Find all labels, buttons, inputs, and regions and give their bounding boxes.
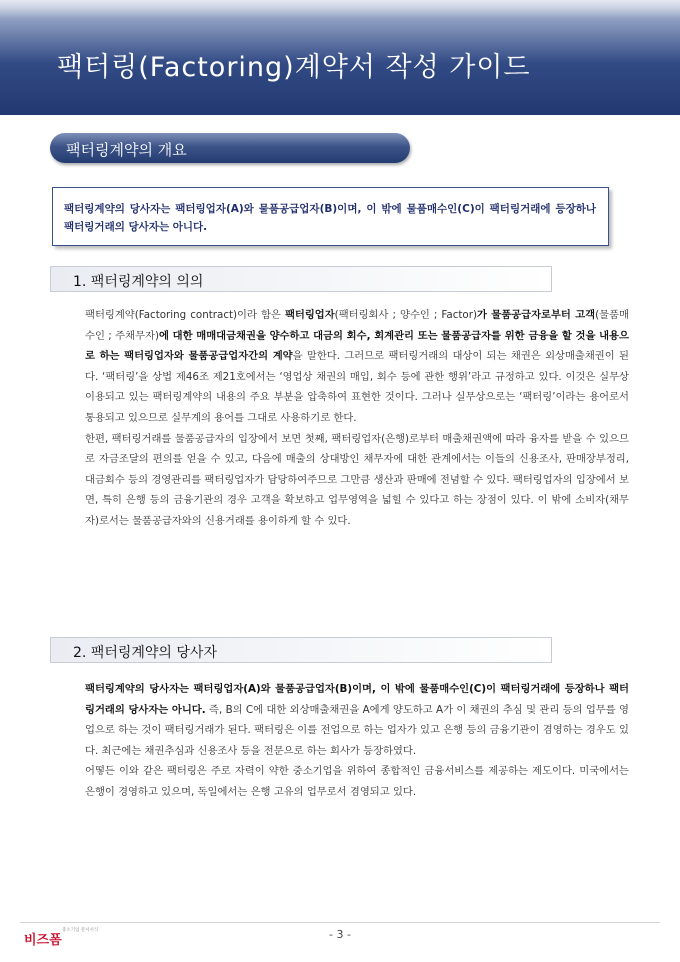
bizforms-logo xyxy=(24,926,114,946)
section2-paragraph-1 xyxy=(85,679,629,761)
section2-header xyxy=(50,637,552,663)
section1-p1-run: 을 말한다. 그러므로 팩터링거래의 대상이 되는 채권은 외상매출채권이 된다. ‘팩터링’을 상법 제46조 제21호에서는 ‘영업상 채권의 매입, 회수 등에 관한 행위’라고 규정하고 있다. 이것은 실무상 이용되고 있는 팩터링계약의 내용의 주요 부분을 압축하여 표현한 것이다. 그러나 실무상으로는 ‘팩터링’이라는 용어로서 통용되고 있으므로 실무계의 용어를 그대로 사용하기로 한다. xyxy=(85,350,629,424)
section1-heading: 1. 팩터링계약의 의의 xyxy=(73,274,204,290)
footer-divider xyxy=(20,922,660,923)
section2-paragraph-2: 어떻든 이와 같은 팩터링은 주로 자력이 약한 중소기업을 위하여 종합적인 금융서비스를 제공하는 제도이다. 미국에서는 은행이 경영하고 있으며, 독일에서는 은행 고유의 업무로서 겸영되고 있다. xyxy=(85,765,629,798)
section1-p1-run: 에 대한 매매대금채권을 양수하고 대금의 회수, 회계관리 또는 물품공급자를 위한 금융을 할 것을 내용으로 하는 팩터링업자와 물품공급업자간의 계약 xyxy=(85,329,629,363)
header-shine xyxy=(0,0,680,18)
section2-heading: 2. 팩터링계약의 당사자 xyxy=(73,645,217,661)
section1-p1-run: 가 물품공급자로부터 고객 xyxy=(476,309,596,321)
section1-paragraph-2: 한편, 팩터링거래를 물품공급자의 입장에서 보면 첫째, 팩터링업자(은행)로부터 매출채권액에 따라 융자를 받을 수 있으므로 자금조달의 편의를 얻을 수 있고, 다음에 매출의 상대방인 채무자에 대한 관계에서는 이들의 신용조사, 판매장부정리, 대금회수 등의 경영관리를 팩터링업자가 담당하여주므로 그만큼 생산과 판매에 전념할 수 있다. 팩터링업자의 입장에서 보면, 특히 은행 등의 금융기관의 경우 고객을 확보하고 업무영역을 넓힐 수 있다고 하는 장점이 있다. 이 밖에 소비자(채무자)로서는 물품공급자와의 신용거래를 용이하게 할 수 있다. xyxy=(85,432,629,527)
summary-text: 팩터링계약의 당사자는 팩터링업자(A)와 물품공급업자(B)이며, 이 밖에 물품매수인(C)이 팩터링거래에 등장하나 팩터링거래의 당사자는 아니다. xyxy=(64,203,596,233)
section1-header xyxy=(50,266,552,292)
section2-p1-run: 팩터링계약의 당사자는 팩터링업자(A)와 물품공급업자(B)이며, 이 밖에 물품매수인(C)이 팩터링거래에 등장하나 팩터링거래의 당사자는 아니다. xyxy=(85,683,629,716)
summary-box xyxy=(52,187,609,246)
section2-p1-run: 즉, B의 C에 대한 외상매출채권을 A에게 양도하고 A가 이 채권의 추심 및 관리 등의 업무를 영업으로 하는 것이 팩터링거래가 된다. 팩터링은 이를 전업으로 하는 업자가 있고 은행 등의 금융기관이 겸영하는 경우도 있다. 최근에는 채권추심과 신용조사 등을 전문으로 하는 회사가 등장하였다. xyxy=(85,703,629,757)
section1-p1-run: (물품매수인 ; 주채무자) xyxy=(85,309,629,342)
logo-subtext: 중소기업 문서서식 xyxy=(62,928,99,933)
section1-p1-run: 팩터링계약(Factoring contract)이라 함은 xyxy=(85,309,285,321)
overview-pill-label: 팩터링계약의 개요 xyxy=(66,141,187,159)
page-header-banner xyxy=(0,0,680,115)
section1-p1-run: (팩터링회사 ; 양수인 ; Factor) xyxy=(334,309,477,321)
section1-body xyxy=(85,305,629,532)
section2-body xyxy=(85,679,629,803)
section1-p1-run: 팩터링업자 xyxy=(284,309,335,321)
page-title: 팩터링(Factoring)계약서 작성 가이드 xyxy=(57,52,531,83)
overview-pill xyxy=(50,133,410,163)
section1-paragraph-1 xyxy=(85,305,629,429)
page-number: - 3 - xyxy=(329,928,351,941)
logo-text: 비즈폼 xyxy=(24,933,62,948)
